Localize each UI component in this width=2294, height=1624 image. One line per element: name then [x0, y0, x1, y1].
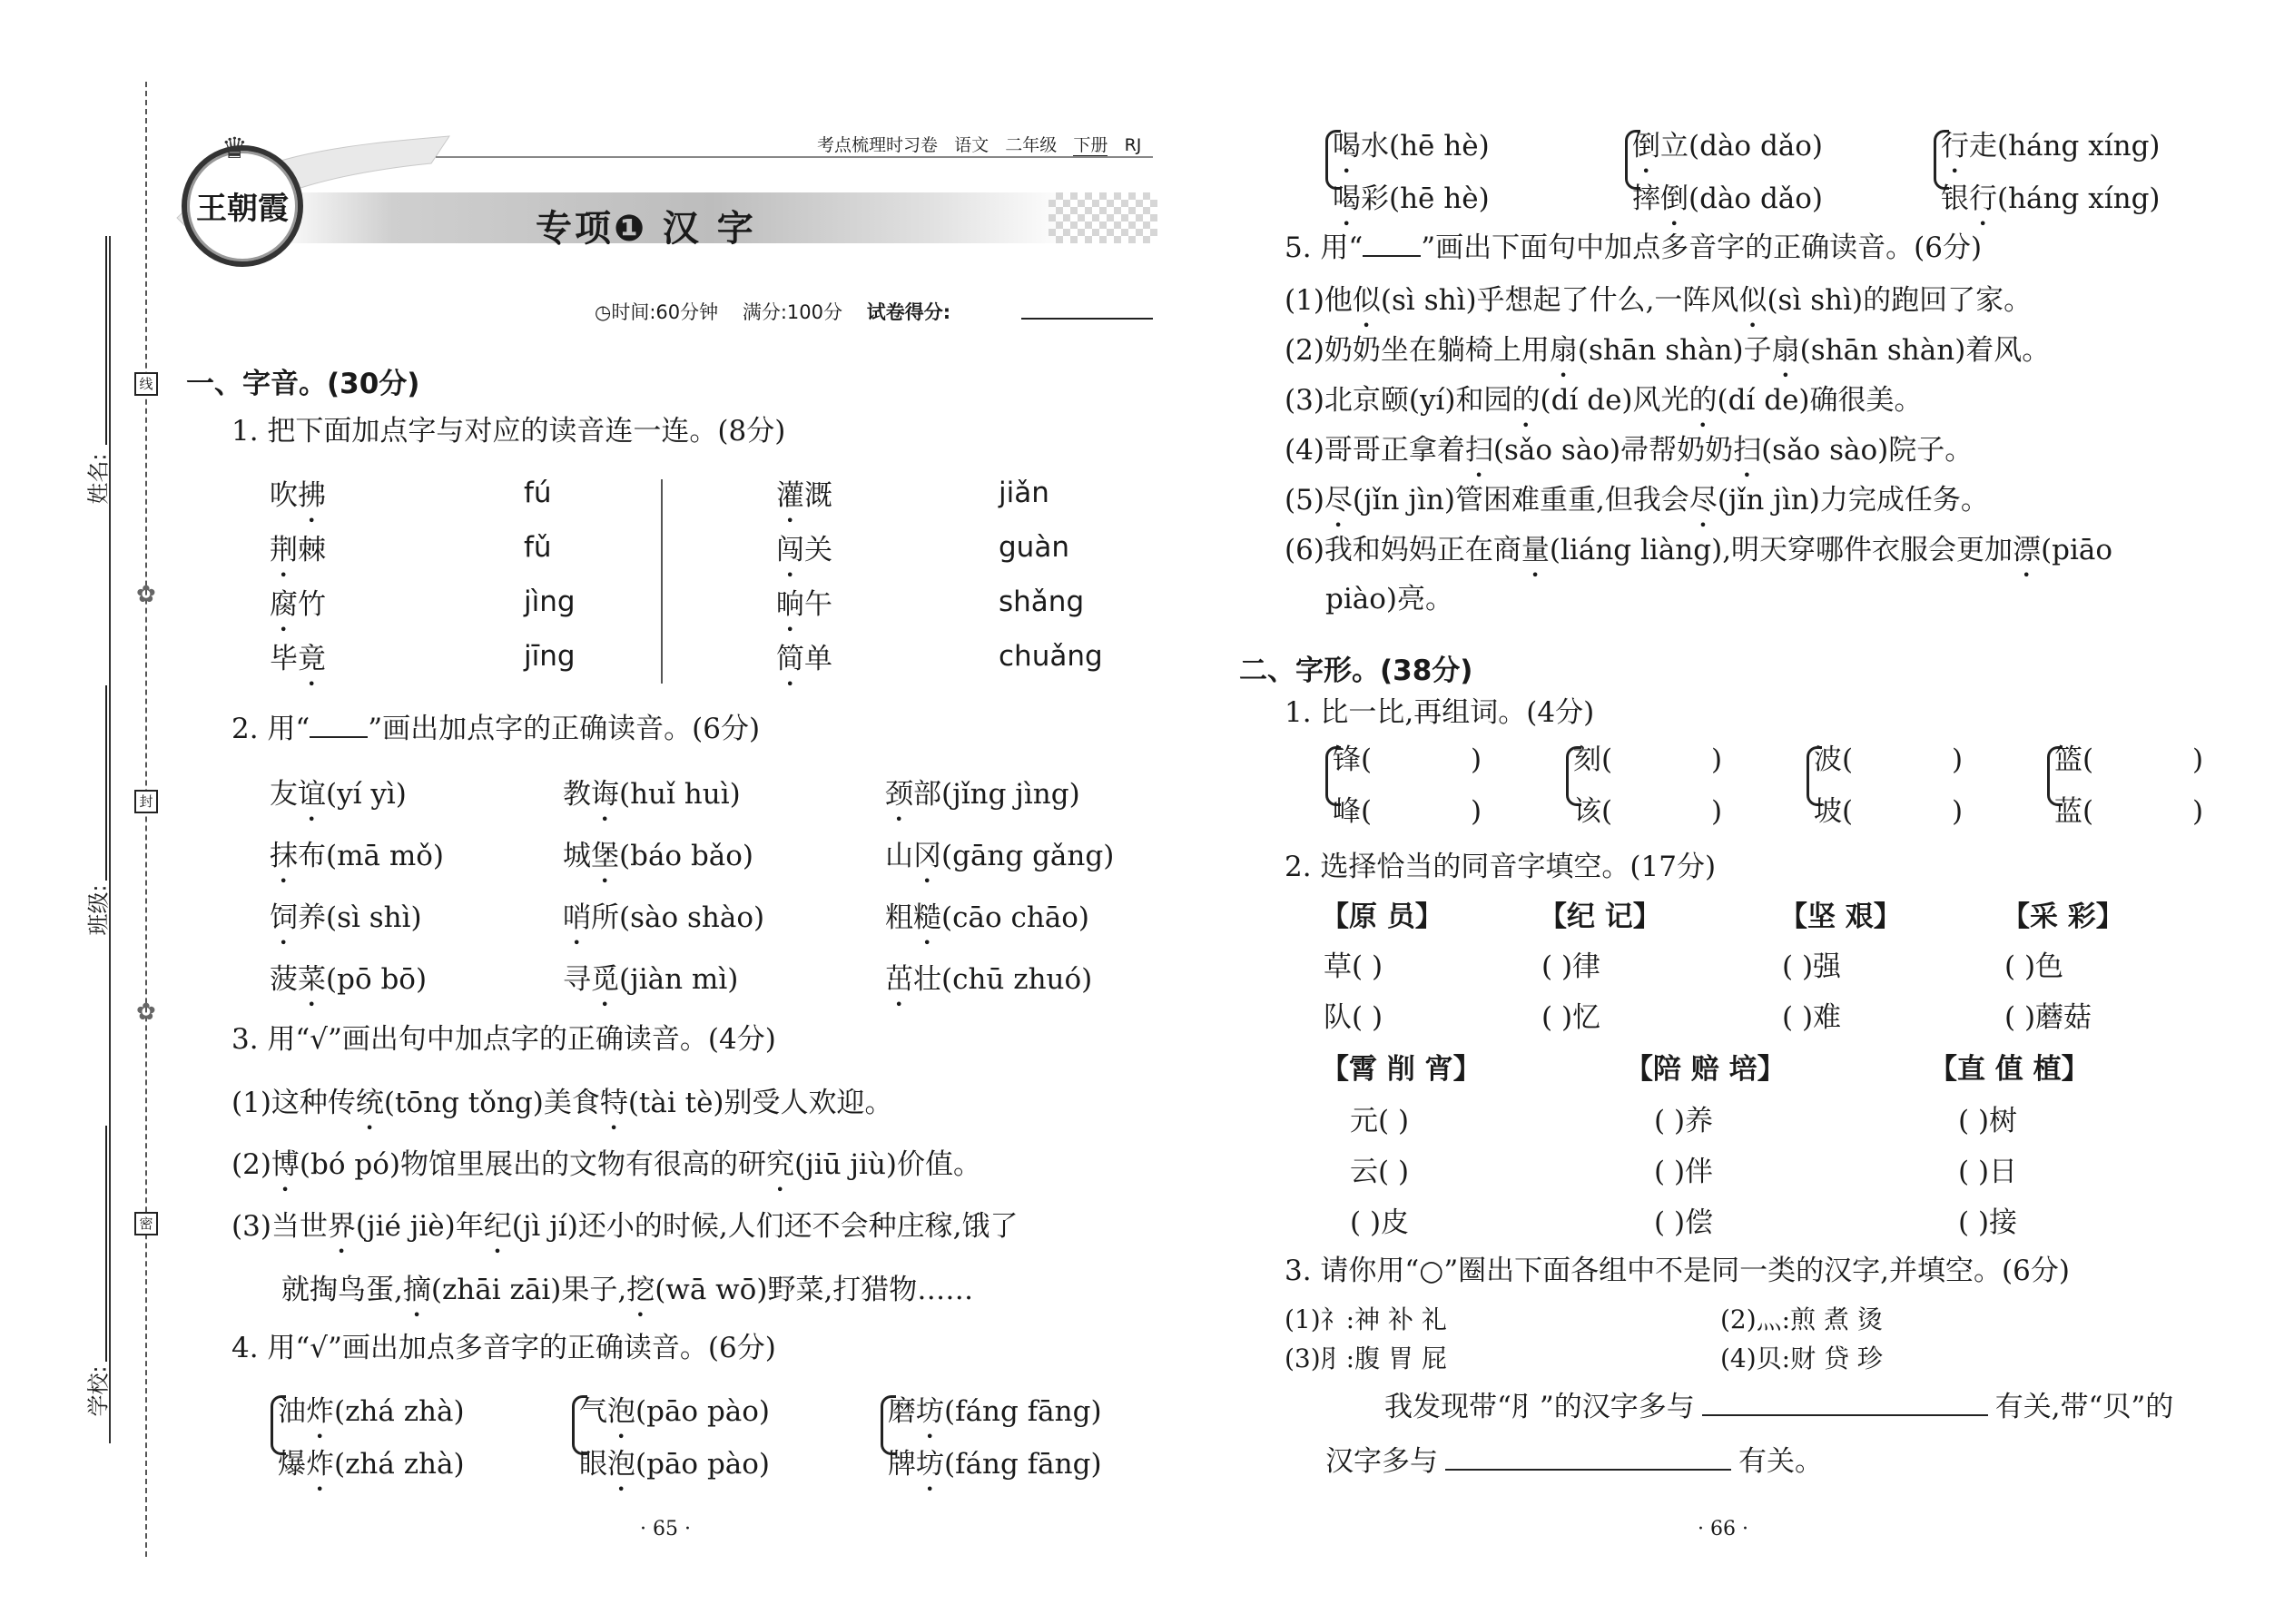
- radical-group[interactable]: (3)⺼:腹 胃 屁: [1285, 1343, 1447, 1373]
- fill-item[interactable]: ( )日: [1958, 1156, 2018, 1188]
- sentence-text: (3)北京颐(yí)和园: [1285, 384, 1512, 417]
- compare-char: 波(: [1814, 743, 1854, 776]
- pinyin-choice: [885, 778, 1080, 828]
- fill-sentence-1: 我发现带“⺼”的汉字多与 有关,带“贝”的: [1384, 1391, 2174, 1423]
- sentence-text: (1)这种传: [231, 1087, 356, 1119]
- q5-sentence: [1285, 434, 1973, 484]
- homophone-head: 【采 彩】: [2002, 901, 2124, 933]
- class-label: 班级:: [85, 884, 112, 936]
- sentence-text: piào)亮。: [1325, 583, 1453, 615]
- dotted-char: 荆: [270, 534, 298, 566]
- sentence-text: (jì jí)还小的时候,人们还不会种庄稼,饿了: [511, 1210, 1019, 1243]
- q3-sentence: [231, 1148, 981, 1198]
- polyphone-group: [572, 1395, 862, 1495]
- polyphone-group: [881, 1395, 1171, 1495]
- q5-sentence: [1285, 484, 1989, 534]
- section2-title: 二、字形。(38分): [1239, 655, 1473, 687]
- q3-sentence: [231, 1210, 1019, 1260]
- sentence-text: (piāo: [2041, 534, 2113, 566]
- dotted-char: 炸: [306, 1395, 334, 1428]
- sentence-text: (liáng liàng),明天穿哪件衣服会更加: [1549, 534, 2013, 566]
- match-pinyin[interactable]: jīng: [524, 640, 576, 673]
- homophone-head: 【霄 削 宵】: [1321, 1053, 1482, 1086]
- q4-title: 4. 用“√”画出加点多音字的正确读音。(6分): [231, 1332, 776, 1364]
- answer-paren[interactable]: ): [1471, 743, 1482, 776]
- dotted-char: 闯: [776, 534, 804, 566]
- word-suffix: 午: [804, 588, 832, 621]
- q5-sentence: [1285, 534, 2112, 584]
- pinyin-choice: [563, 901, 764, 951]
- dotted-char: 糙: [913, 901, 941, 934]
- q5-sentence: [1285, 284, 2032, 334]
- compare-pair: [2047, 743, 2210, 846]
- word-suffix: (pō bō): [326, 963, 428, 996]
- pinyin-choice: [885, 901, 1089, 951]
- word-prefix: 眼: [579, 1448, 607, 1481]
- dotted-char: 扇: [1771, 334, 1800, 367]
- pinyin-choice: [270, 778, 407, 828]
- crown-icon: ♛: [222, 131, 248, 165]
- word-prefix: 友: [270, 778, 298, 811]
- dotted-char: 哨: [563, 901, 591, 934]
- section1-title: 一、字音。(30分): [186, 368, 420, 400]
- dotted-char: 喝: [1333, 182, 1361, 215]
- binding-line: [145, 82, 147, 1557]
- word-suffix: (dào dǎo): [1689, 182, 1824, 215]
- word-prefix: 教: [563, 778, 591, 811]
- word-option: [1941, 130, 2161, 180]
- q2-title: 2. 用“ ”画出加点字的正确读音。(6分): [231, 713, 761, 745]
- dotted-char: 觅: [591, 963, 619, 996]
- school-line[interactable]: [105, 1126, 107, 1362]
- word-suffix: (jiàn mì): [619, 963, 739, 996]
- q3-sentence: [281, 1274, 973, 1324]
- word-suffix: 关: [804, 534, 832, 566]
- answer-blank-2[interactable]: [1445, 1469, 1731, 1471]
- word-suffix: 溉: [804, 479, 832, 512]
- sentence-text: (jié jiè)年: [355, 1210, 484, 1243]
- word-option: [888, 1448, 1102, 1498]
- sentence-text: (dí de)风光: [1540, 384, 1689, 417]
- dotted-char: 抹: [270, 840, 298, 872]
- dotted-char: 茁: [885, 963, 913, 996]
- dotted-char: 竟: [298, 643, 326, 675]
- word-suffix: (gāng gǎng): [941, 840, 1115, 872]
- sentence-text: (dí de)确很美。: [1717, 384, 1923, 417]
- compare-char: 锋(: [1333, 743, 1373, 776]
- word-prefix: 银: [1941, 182, 1969, 215]
- match-pinyin[interactable]: shǎng: [999, 586, 1085, 618]
- word-suffix: 部(jǐng jìng): [913, 778, 1080, 811]
- compare-pair: [1807, 743, 1970, 846]
- dotted-char: 摘: [402, 1274, 431, 1306]
- pinyin-choice: [563, 840, 753, 890]
- dotted-char: 量: [1521, 534, 1550, 566]
- word-suffix: (yí yì): [326, 778, 407, 811]
- fill-item[interactable]: ( )强: [1782, 950, 1842, 983]
- q5-title: 5. 用“ ”画出下面句中加点多音字的正确读音。(6分): [1285, 231, 1983, 264]
- word-suffix: 布(mā mǒ): [298, 840, 444, 872]
- fill-item[interactable]: 云( ): [1350, 1156, 1410, 1188]
- match-pinyin[interactable]: chuǎng: [999, 640, 1103, 673]
- word-suffix: 立(dào dǎo): [1660, 130, 1824, 162]
- dotted-char: 扇: [1549, 334, 1578, 367]
- homophone-head: 【直 值 植】: [1929, 1053, 2090, 1086]
- word-prefix: 山: [885, 840, 913, 872]
- compare-char: 该(: [1573, 795, 1613, 828]
- dotted-char: 简: [776, 643, 804, 675]
- seal-mark-seal: 封: [134, 790, 158, 813]
- header-info: 考点梳理时习卷 语文 二年级 下册 RJ: [817, 135, 1142, 155]
- match-pinyin[interactable]: jìng: [524, 586, 576, 618]
- match-pinyin[interactable]: fú: [524, 477, 552, 509]
- dotted-char: 诲: [591, 778, 619, 811]
- word-suffix: 壮(chū zhuó): [913, 963, 1093, 996]
- word-suffix: 所(sào shào): [591, 901, 765, 934]
- word-suffix: 棘: [298, 534, 326, 566]
- polyphone-group: [1934, 130, 2224, 230]
- word-option: [888, 1395, 1102, 1445]
- word-suffix: (báo bǎo): [619, 840, 754, 872]
- dotted-char: 的: [1511, 384, 1541, 417]
- match-word: [270, 534, 326, 584]
- dotted-char: 博: [271, 1148, 300, 1181]
- score-field[interactable]: [1021, 318, 1153, 320]
- pinyin-choice: [270, 840, 444, 890]
- s2q1-title: 1. 比一比,再组词。(4分): [1285, 696, 1595, 729]
- word-option: [579, 1395, 770, 1445]
- dotted-char: 堡: [591, 840, 619, 872]
- fill-item[interactable]: ( )皮: [1350, 1206, 1410, 1239]
- answer-paren[interactable]: ): [1952, 795, 1964, 828]
- sentence-text: (6)我和妈妈正在商: [1285, 534, 1521, 566]
- sentence-text: (sǎo sào)院子。: [1761, 434, 1974, 467]
- school-label: 学校:: [85, 1365, 112, 1417]
- polyphone-group: [1325, 130, 1616, 230]
- word-prefix: 牌: [888, 1448, 916, 1481]
- sentence-text: (1)他: [1285, 284, 1353, 317]
- sentence-text: (shān shàn)着风。: [1799, 334, 2051, 367]
- sentence-text: (2)奶奶坐在躺椅上用: [1285, 334, 1550, 367]
- word-suffix: 走(háng xíng): [1969, 130, 2161, 162]
- word-option: [579, 1448, 770, 1498]
- word-prefix: 寻: [563, 963, 591, 996]
- homophone-head: 【纪 记】: [1539, 901, 1661, 933]
- dotted-char: 究: [765, 1148, 794, 1181]
- fill-item[interactable]: ( )律: [1541, 950, 1601, 983]
- q1-divider: [661, 479, 663, 684]
- dotted-char: 似: [1738, 284, 1767, 317]
- brand-logo: [182, 131, 303, 267]
- pinyin-choice: [270, 963, 427, 1013]
- sentence-text: 就掏鸟蛋,: [281, 1274, 403, 1306]
- match-pinyin[interactable]: jiǎn: [999, 477, 1049, 509]
- fill-sentence-2: 汉字多与 有关。: [1325, 1445, 1823, 1478]
- word-suffix: 彩(hē hè): [1361, 182, 1490, 215]
- dotted-char: 行: [1969, 182, 1997, 215]
- word-option: [1333, 182, 1490, 232]
- word-suffix: (fáng fāng): [944, 1448, 1102, 1481]
- word-prefix: 城: [563, 840, 591, 872]
- word-suffix: (pāo pào): [635, 1448, 771, 1481]
- word-suffix: 养(sì shì): [298, 901, 422, 934]
- word-prefix: 粗: [885, 901, 913, 934]
- word-suffix: (zhá zhà): [334, 1448, 465, 1481]
- sentence-text: (2): [231, 1148, 271, 1181]
- fill-item[interactable]: ( )伴: [1654, 1156, 1714, 1188]
- pinyin-choice: [563, 963, 738, 1013]
- dotted-char: 纪: [483, 1210, 512, 1243]
- radical-group[interactable]: (4)贝:财 贷 珍: [1720, 1343, 1883, 1373]
- dotted-char: 炸: [306, 1448, 334, 1481]
- checker-pattern: [1049, 192, 1157, 243]
- dotted-char: 倒: [1632, 130, 1660, 162]
- fill-item[interactable]: ( )色: [2004, 950, 2064, 983]
- match-pinyin[interactable]: guàn: [999, 531, 1069, 564]
- s2q3-title: 3. 请你用“○”圈出下面各组中不是同一类的汉字,并填空。(6分): [1285, 1255, 2070, 1287]
- s2q2-title: 2. 选择恰当的同音字填空。(17分): [1285, 851, 1717, 883]
- homophone-head: 【原 员】: [1321, 901, 1443, 933]
- dotted-char: 似: [1352, 284, 1381, 317]
- match-word: [776, 588, 832, 638]
- answer-paren[interactable]: ): [1711, 795, 1723, 828]
- pinyin-choice: [885, 963, 1092, 1013]
- dotted-char: 界: [327, 1210, 356, 1243]
- word-option: [1632, 182, 1823, 232]
- dotted-char: 颈: [885, 778, 913, 811]
- dotted-char: 的: [1689, 384, 1718, 417]
- seal-mark-line: 线: [134, 372, 158, 396]
- pinyin-choice: [270, 901, 422, 951]
- answer-paren[interactable]: ): [1471, 795, 1482, 828]
- sentence-text: (zhāi zāi)果子,: [430, 1274, 627, 1306]
- word-suffix: (zhá zhà): [334, 1395, 465, 1428]
- answer-paren[interactable]: ): [1952, 743, 1964, 776]
- radical-group[interactable]: (2)灬:煎 煮 烫: [1720, 1304, 1883, 1334]
- sentence-text: (jǐn jìn)力完成任务。: [1717, 484, 1989, 517]
- fill-item[interactable]: ( )接: [1958, 1206, 2018, 1239]
- sentence-text: (5): [1285, 484, 1324, 517]
- pinyin-choice: [563, 778, 741, 828]
- fill-item[interactable]: ( )忆: [1541, 1001, 1601, 1034]
- dotted-char: 统: [355, 1087, 384, 1119]
- pinyin-choice: [885, 840, 1114, 890]
- compare-char: 刻(: [1573, 743, 1613, 776]
- dotted-char: 菜: [298, 963, 326, 996]
- word-prefix: 毕: [270, 643, 298, 675]
- sentence-text: (jiū jiù)价值。: [793, 1148, 982, 1181]
- underline-sample: [310, 736, 368, 738]
- answer-paren[interactable]: ): [2192, 743, 2204, 776]
- sentence-text: (sǎo sào)帚帮奶奶: [1492, 434, 1734, 467]
- fill-item[interactable]: ( )偿: [1654, 1206, 1714, 1239]
- dotted-char: 灌: [776, 479, 804, 512]
- sentence-text: (tài tè)别受人欢迎。: [627, 1087, 893, 1119]
- polyphone-group: [271, 1395, 561, 1495]
- q3-sentence: [231, 1087, 893, 1137]
- seal-mark-secret: 密: [134, 1212, 158, 1235]
- page-number-right: · 66 ·: [1698, 1518, 1748, 1540]
- dotted-char: 尽: [1324, 484, 1353, 517]
- word-suffix: (huǐ huì): [619, 778, 741, 811]
- word-suffix: (fáng fāng): [944, 1395, 1102, 1428]
- word-suffix: (cāo chāo): [941, 901, 1090, 934]
- dotted-char: 谊: [298, 778, 326, 811]
- dotted-char: 特: [599, 1087, 628, 1119]
- word-prefix: 菠: [270, 963, 298, 996]
- sentence-text: (jǐn jìn)管困难重重,但我会: [1352, 484, 1689, 517]
- dotted-char: 腐: [270, 588, 298, 621]
- dotted-char: 泡: [607, 1395, 635, 1428]
- fill-item[interactable]: 草( ): [1324, 950, 1383, 983]
- name-label: 姓名:: [85, 453, 112, 505]
- compare-pair: [1325, 743, 1489, 846]
- dotted-char: 挖: [626, 1274, 655, 1306]
- dotted-char: 坊: [916, 1448, 944, 1481]
- word-prefix: 气: [579, 1395, 607, 1428]
- match-word: [270, 588, 326, 638]
- dotted-char: 行: [1941, 130, 1969, 162]
- page-title: 专项❶ 汉 字: [536, 208, 756, 250]
- word-suffix: (pāo pào): [635, 1395, 771, 1428]
- word-suffix: 单: [804, 643, 832, 675]
- q5-sentence: [1325, 583, 1453, 615]
- answer-blank-1[interactable]: [1702, 1414, 1988, 1416]
- word-prefix: 油: [278, 1395, 306, 1428]
- sentence-text: (sì shì)的跑回了家。: [1767, 284, 2033, 317]
- match-word: [270, 643, 326, 693]
- fill-item[interactable]: ( )养: [1654, 1105, 1714, 1137]
- dotted-char: 冈: [913, 840, 941, 872]
- match-word: [270, 479, 326, 529]
- sentence-text: (tōng tǒng)美食: [383, 1087, 600, 1119]
- binding-line-solid: [109, 236, 111, 1443]
- word-prefix: 摔: [1632, 182, 1660, 215]
- homophone-head: 【陪 赔 培】: [1625, 1053, 1786, 1086]
- fill-item[interactable]: ( )蘑菇: [2004, 1001, 2092, 1034]
- sentence-text: (sì shì)乎想起了什么,一阵风: [1380, 284, 1739, 317]
- word-option: [1632, 130, 1823, 180]
- dotted-char: 扫: [1733, 434, 1762, 467]
- name-line[interactable]: [105, 236, 107, 445]
- dotted-char: 漂: [2013, 534, 2042, 566]
- match-word: [776, 643, 832, 693]
- page-number-left: · 65 ·: [640, 1518, 691, 1540]
- word-option: [278, 1448, 465, 1498]
- dotted-char: 拂: [298, 479, 326, 512]
- q5-sentence: [1285, 334, 2050, 384]
- class-line[interactable]: [105, 685, 107, 881]
- word-option: [278, 1395, 465, 1445]
- compare-char: 蓝(: [2054, 795, 2094, 828]
- dotted-char: 泡: [607, 1448, 635, 1481]
- dotted-char: 饲: [270, 901, 298, 934]
- answer-paren[interactable]: ): [1711, 743, 1723, 776]
- fill-item[interactable]: ( )难: [1782, 1001, 1842, 1034]
- dotted-char: 坊: [916, 1395, 944, 1428]
- sentence-text: (wā wō)野菜,打猎物……: [655, 1274, 974, 1306]
- sentence-text: (bó pó)物馆里展出的文物有很高的研: [299, 1148, 766, 1181]
- word-prefix: 爆: [278, 1448, 306, 1481]
- sentence-text: (4)哥哥正拿着: [1285, 434, 1465, 467]
- compare-char: 峰(: [1333, 795, 1373, 828]
- match-word: [776, 479, 832, 529]
- dotted-char: 倒: [1660, 182, 1689, 215]
- exam-meta: ◷时间:60分钟 满分:100分 试卷得分:: [595, 301, 951, 323]
- dotted-char: 晌: [776, 588, 804, 621]
- word-suffix: 竹: [298, 588, 326, 621]
- word-prefix: 吹: [270, 479, 298, 512]
- word-suffix: 水(hē hè): [1361, 130, 1490, 162]
- fill-item[interactable]: 元( ): [1350, 1105, 1410, 1137]
- polyphone-group: [1625, 130, 1915, 230]
- dotted-char: 扫: [1464, 434, 1493, 467]
- q1-title: 1. 把下面加点字与对应的读音连一连。(8分): [231, 415, 786, 448]
- word-suffix: (háng xíng): [1997, 182, 2161, 215]
- dotted-char: 尽: [1689, 484, 1718, 517]
- flower-icon: ✿: [136, 999, 156, 1026]
- compare-pair: [1566, 743, 1729, 846]
- answer-paren[interactable]: ): [2192, 795, 2204, 828]
- homophone-head: 【坚 艰】: [1779, 901, 1902, 933]
- header-rule: [436, 156, 1153, 158]
- logo-text: 王朝霞: [196, 191, 289, 227]
- word-prefix: 磨: [888, 1395, 916, 1428]
- sentence-text: (3)当世: [231, 1210, 328, 1243]
- word-option: [1333, 130, 1490, 180]
- underline-sample: [1363, 255, 1421, 257]
- word-option: [1941, 182, 2161, 232]
- dotted-char: 喝: [1333, 130, 1361, 162]
- match-pinyin[interactable]: fǔ: [524, 531, 552, 564]
- fill-item[interactable]: 队( ): [1324, 1001, 1383, 1034]
- compare-char: 篮(: [2054, 743, 2094, 776]
- match-word: [776, 534, 832, 584]
- fill-item[interactable]: ( )树: [1958, 1105, 2018, 1137]
- compare-char: 坡(: [1814, 795, 1854, 828]
- flower-icon: ✿: [136, 581, 156, 608]
- q3-title: 3. 用“√”画出句中加点字的正确读音。(4分): [231, 1023, 776, 1056]
- sentence-text: (shān shàn)子: [1577, 334, 1772, 367]
- radical-group[interactable]: (1)礻:神 补 礼: [1285, 1304, 1447, 1334]
- q5-sentence: [1285, 384, 1923, 434]
